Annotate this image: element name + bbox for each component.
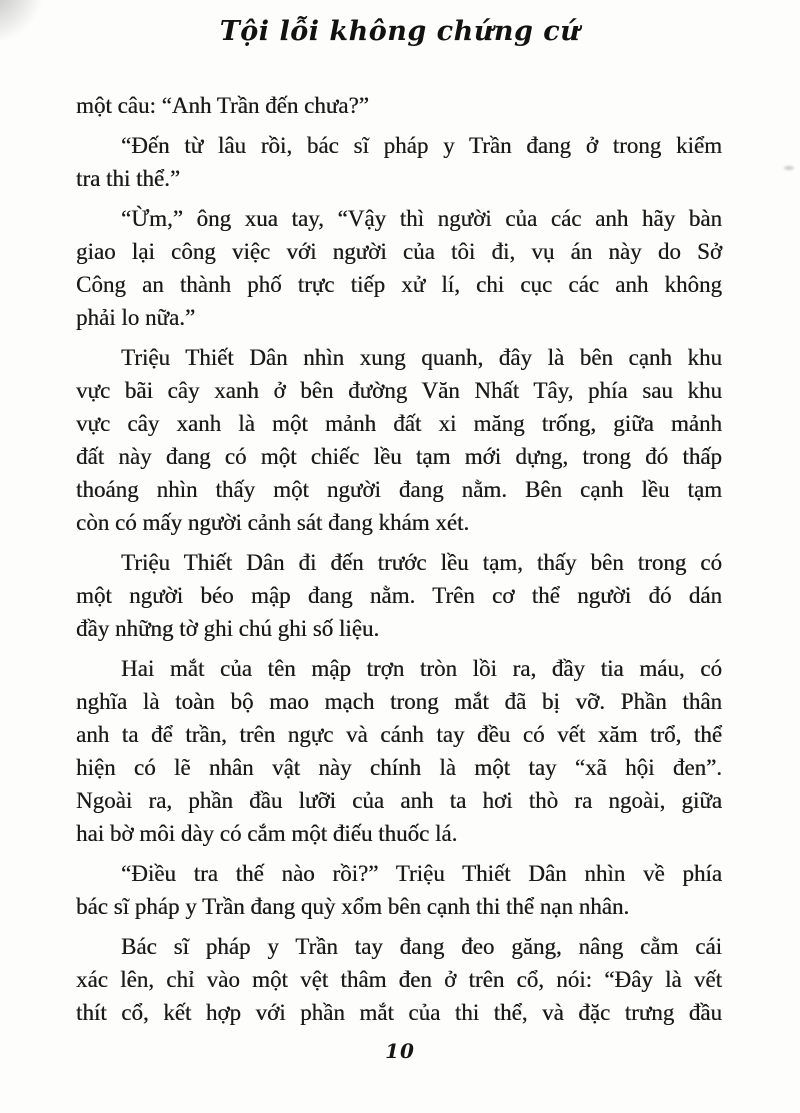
text-line: anh ta để trần, trên ngực và cánh tay đều có vết xăm trổ, thể: [76, 722, 722, 747]
text-line: một câu: “Anh Trần đến chưa?”: [76, 93, 369, 118]
paragraph: [76, 202, 722, 334]
text-line: Ngoài ra, phần đầu lưỡi của anh ta hơi thò ra ngoài, giữa: [76, 788, 722, 813]
text-line: “Điều tra thế nào rồi?” Triệu Thiết Dân nhìn về phía: [121, 861, 722, 886]
text-line: phải lo nữa.”: [76, 305, 196, 330]
text-line: Hai mắt của tên mập trợn tròn lồi ra, đầy tia máu, có: [121, 656, 722, 681]
paragraph: [76, 89, 722, 122]
paragraph: [76, 546, 722, 645]
text-line: “Đến từ lâu rồi, bác sĩ pháp y Trần đang ở trong kiểm: [121, 133, 722, 158]
body-text: [0, 47, 800, 1029]
paragraph: [76, 129, 722, 195]
text-line: xác lên, chỉ vào một vệt thâm đen ở trên cổ, nói: “Đây là vết: [76, 967, 722, 992]
text-line: hai bờ môi dày có cắm một điếu thuốc lá.: [76, 821, 458, 846]
text-line: thoáng nhìn thấy một người đang nằm. Bên cạnh lều tạm: [76, 477, 722, 502]
text-line: bác sĩ pháp y Trần đang quỳ xổm bên cạnh thi thể nạn nhân.: [76, 894, 630, 919]
paragraph: [76, 930, 722, 1029]
text-line: Triệu Thiết Dân nhìn xung quanh, đây là bên cạnh khu: [121, 345, 722, 370]
text-line: thít cổ, kết hợp với phần mắt của thi thể, và đặc trưng đầu: [76, 1000, 722, 1025]
scan-artifact: [784, 166, 794, 170]
text-line: đất này đang có một chiếc lều tạm mới dựng, trong đó thấp: [76, 444, 722, 469]
text-line: hiện có lẽ nhân vật này chính là một tay “xã hội đen”.: [76, 755, 722, 780]
text-line: “Ừm,” ông xua tay, “Vậy thì người của các anh hãy bàn: [121, 206, 722, 231]
paragraph: [76, 857, 722, 923]
text-line: một người béo mập đang nằm. Trên cơ thể người đó dán: [76, 583, 722, 608]
text-line: vực cây xanh là một mảnh đất xi măng trống, giữa mảnh: [76, 411, 722, 436]
text-line: còn có mấy người cảnh sát đang khám xét.: [76, 510, 470, 535]
page-number: 10: [385, 1039, 415, 1063]
text-line: nghĩa là toàn bộ mao mạch trong mắt đã bị vỡ. Phần thân: [76, 689, 722, 714]
text-line: vực bãi cây xanh ở bên đường Văn Nhất Tây, phía sau khu: [76, 378, 722, 403]
text-line: tra thi thể.”: [76, 166, 181, 191]
text-line: đầy những tờ ghi chú ghi số liệu.: [76, 616, 380, 641]
paragraph: [76, 341, 722, 539]
running-title: Tội lỗi không chứng cứ: [219, 16, 581, 47]
text-line: Bác sĩ pháp y Trần tay đang đeo găng, nâng cằm cái: [121, 934, 722, 959]
paragraph: [76, 652, 722, 850]
text-line: giao lại công việc với người của tôi đi, vụ án này do Sở: [76, 239, 722, 264]
text-line: Công an thành phố trực tiếp xử lí, chi cục các anh không: [76, 272, 722, 297]
text-line: Triệu Thiết Dân đi đến trước lều tạm, thấy bên trong có: [121, 550, 722, 575]
